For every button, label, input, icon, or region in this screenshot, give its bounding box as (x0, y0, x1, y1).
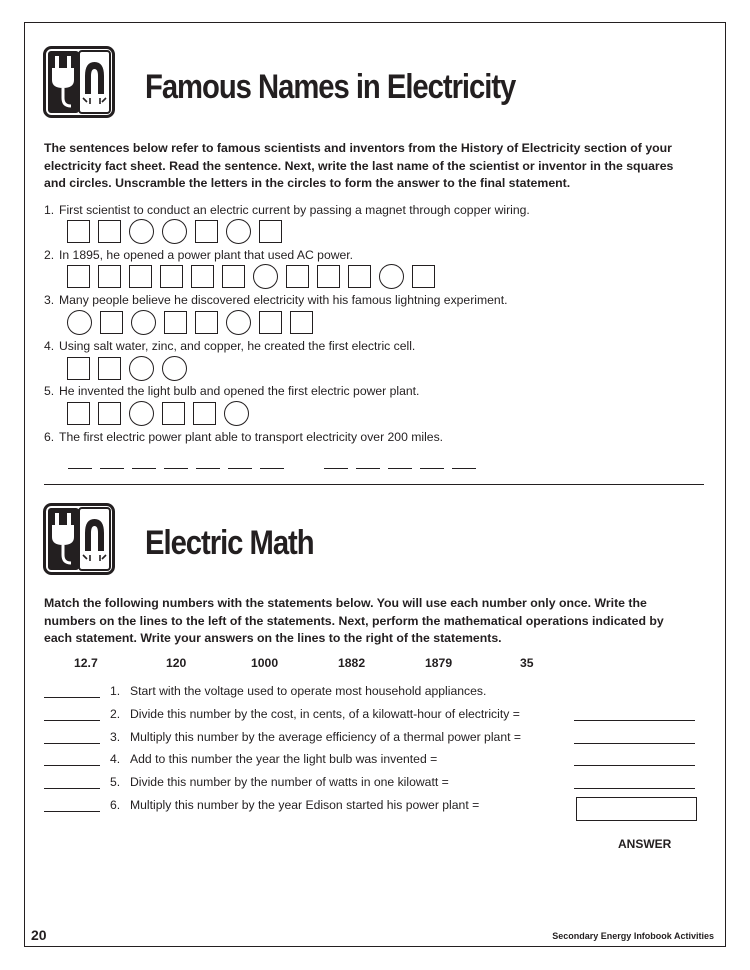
letter-square[interactable] (67, 220, 90, 243)
letter-square[interactable] (259, 220, 282, 243)
number-option: 1879 (425, 656, 453, 670)
letter-blank[interactable] (356, 468, 380, 469)
letter-square[interactable] (162, 402, 185, 425)
letter-square[interactable] (129, 265, 152, 288)
letter-square[interactable] (98, 402, 121, 425)
letter-square[interactable] (67, 265, 90, 288)
letter-circle[interactable] (162, 219, 187, 244)
math-statement-1: 1. Start with the voltage used to operate most household appliances. (44, 684, 704, 704)
letter-blank[interactable] (100, 468, 124, 469)
section2-instructions: Match the following numbers with the statements below. You will use each number only once. Write the numbers on the lines to the left of the statements. Next, perform the mathematical operations indicated by each statement. Write your answers on the lines to the right of the statements. (44, 596, 664, 645)
letter-circle[interactable] (67, 310, 92, 335)
electricity-logo-icon (43, 46, 115, 118)
letter-square[interactable] (67, 402, 90, 425)
section1-title: Famous Names in Electricity (145, 68, 516, 106)
letter-blank[interactable] (132, 468, 156, 469)
letter-blank[interactable] (196, 468, 220, 469)
letter-square[interactable] (100, 311, 123, 334)
letter-blank[interactable] (164, 468, 188, 469)
letter-square[interactable] (286, 265, 309, 288)
math-statement-3: 3. Multiply this number by the average efficiency of a thermal power plant = (44, 730, 704, 750)
letter-blank[interactable] (228, 468, 252, 469)
letter-circle[interactable] (224, 401, 249, 426)
letter-square[interactable] (195, 220, 218, 243)
letter-blank[interactable] (68, 468, 92, 469)
left-answer-line[interactable] (44, 765, 100, 766)
letter-circle[interactable] (226, 310, 251, 335)
final-answer-box[interactable] (576, 797, 697, 821)
letter-square[interactable] (412, 265, 435, 288)
right-answer-line[interactable] (574, 743, 695, 744)
final-answer-blanks[interactable] (68, 468, 484, 469)
left-answer-line[interactable] (44, 697, 100, 698)
word-gap (292, 468, 324, 469)
answer-boxes-4[interactable] (67, 357, 187, 381)
question-2: 2. In 1895, he opened a power plant that used AC power. (44, 248, 354, 262)
answer-boxes-2[interactable] (67, 265, 435, 289)
letter-square[interactable] (191, 265, 214, 288)
answer-boxes-1[interactable] (67, 220, 282, 244)
number-option: 12.7 (74, 656, 98, 670)
letter-blank[interactable] (420, 468, 444, 469)
left-answer-line[interactable] (44, 743, 100, 744)
letter-square[interactable] (67, 357, 90, 380)
section2-title: Electric Math (145, 524, 314, 562)
letter-square[interactable] (98, 265, 121, 288)
letter-circle[interactable] (253, 264, 278, 289)
letter-circle[interactable] (226, 219, 251, 244)
math-statement-4: 4. Add to this number the year the light bulb was invented = (44, 752, 704, 772)
letter-circle[interactable] (162, 356, 187, 381)
question-3: 3. Many people believe he discovered electricity with his famous lightning experiment. (44, 293, 508, 307)
letter-square[interactable] (290, 311, 313, 334)
answer-label: ANSWER (618, 837, 672, 851)
left-answer-line[interactable] (44, 811, 100, 812)
math-statement-2: 2. Divide this number by the cost, in cents, of a kilowatt-hour of electricity = (44, 707, 704, 727)
letter-blank[interactable] (388, 468, 412, 469)
answer-boxes-3[interactable] (67, 311, 313, 335)
letter-circle[interactable] (129, 401, 154, 426)
electricity-logo-icon (43, 503, 115, 575)
number-option: 35 (520, 656, 534, 670)
number-option: 120 (166, 656, 187, 670)
letter-square[interactable] (195, 311, 218, 334)
letter-blank[interactable] (260, 468, 284, 469)
math-statement-6: 6. Multiply this number by the year Edison started his power plant = (44, 798, 704, 818)
letter-circle[interactable] (129, 219, 154, 244)
letter-square[interactable] (222, 265, 245, 288)
right-answer-line[interactable] (574, 765, 695, 766)
letter-square[interactable] (98, 357, 121, 380)
letter-circle[interactable] (131, 310, 156, 335)
number-option: 1882 (338, 656, 366, 670)
letter-square[interactable] (259, 311, 282, 334)
letter-square[interactable] (348, 265, 371, 288)
letter-square[interactable] (193, 402, 216, 425)
right-answer-line[interactable] (574, 720, 695, 721)
footer-title: Secondary Energy Infobook Activities (552, 931, 714, 941)
left-answer-line[interactable] (44, 720, 100, 721)
letter-circle[interactable] (129, 356, 154, 381)
math-statement-5: 5. Divide this number by the number of watts in one kilowatt = (44, 775, 704, 795)
section-divider (44, 484, 704, 485)
letter-square[interactable] (164, 311, 187, 334)
number-option: 1000 (251, 656, 279, 670)
letter-square[interactable] (98, 220, 121, 243)
letter-blank[interactable] (452, 468, 476, 469)
letter-circle[interactable] (379, 264, 404, 289)
letter-blank[interactable] (324, 468, 348, 469)
question-1: 1. First scientist to conduct an electric current by passing a magnet through copper wiring. (44, 203, 530, 217)
section1-instructions: The sentences below refer to famous scientists and inventors from the History of Electricity section of your electricity fact sheet. Read the sentence. Next, write the last name of the scientist or inventor in the squares and circles. Unscramble the letters in the circles to form the answer to the final statement. (44, 141, 674, 190)
question-6: 6. The first electric power plant able to transport electricity over 200 miles. (44, 430, 444, 444)
right-answer-line[interactable] (574, 788, 695, 789)
question-5: 5. He invented the light bulb and opened the first electric power plant. (44, 384, 420, 398)
left-answer-line[interactable] (44, 788, 100, 789)
page-number: 20 (31, 927, 47, 943)
question-4: 4. Using salt water, zinc, and copper, he created the first electric cell. (44, 339, 416, 353)
letter-square[interactable] (317, 265, 340, 288)
answer-boxes-5[interactable] (67, 402, 249, 426)
letter-square[interactable] (160, 265, 183, 288)
